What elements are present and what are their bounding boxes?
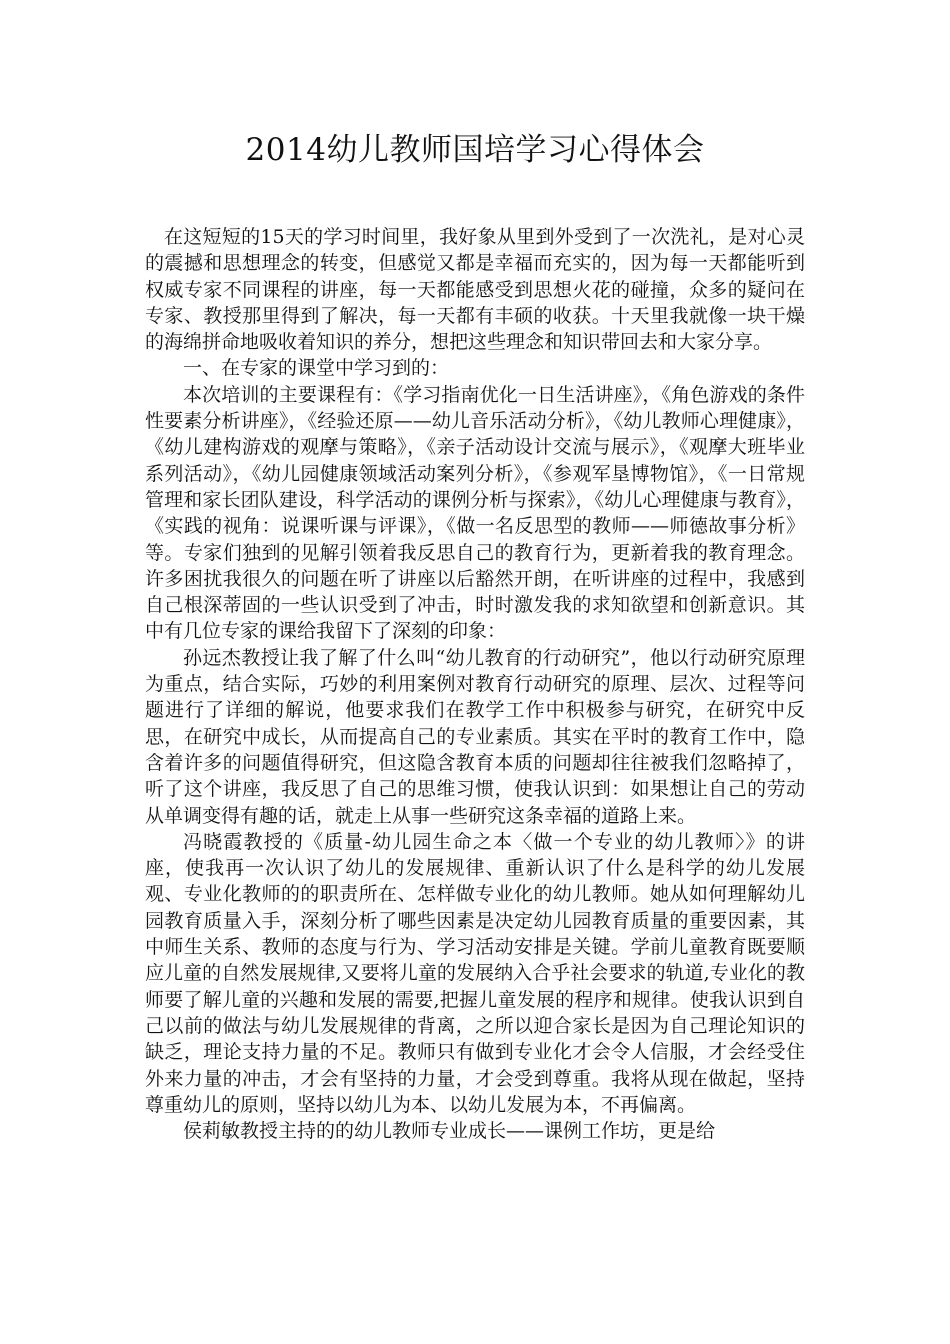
paragraph-hou-limin: 侯莉敏教授主持的的幼儿教师专业成长——课例工作坊，更是给 xyxy=(183,1120,716,1143)
document-body xyxy=(145,224,805,1144)
document-title: 2014幼儿教师国培学习心得体会 xyxy=(245,132,705,168)
paragraph-courses: 本次培训的主要课程有：《学习指南优化一日生活讲座》，《角色游戏的条件性要素分析讲座》，《经验还原——幼儿音乐活动分析》，《幼儿教师心理健康》，《幼儿建构游戏的观摩与策略》，《亲子活动设计交流与展示》，《观摩大班毕业系列活动》，《幼儿园健康领域活动案列分析》，《参观军垦博物馆》，《一日常规管理和家长团队建设，科学活动的课例分析与探索》，《幼儿心理健康与教育》，《实践的视角：说课听课与评课》，《做一名反思型的教师——师德故事分析》等。专家们独到的见解引领着我反思自己的教育行为，更新着我的教育理念。许多困扰我很久的问题在听了讲座以后豁然开朗，在听讲座的过程中，我感到自己根深蒂固的一些认识受到了冲击，时时激发我的求知欲望和创新意识。其中有几位专家的课给我留下了深刻的印象： xyxy=(145,383,805,643)
paragraph-feng-xiaoxia: 冯晓霞教授的《质量-幼儿园生命之本〈做一个专业的幼儿教师〉》的讲座，使我再一次认识了幼儿的发展规律、重新认识了什么是科学的幼儿发展观、专业化教师的的职责所在、怎样做专业化的幼儿教师。她从如何理解幼儿园教育质量入手，深刻分析了哪些因素是决定幼儿园教育质量的重要因素，其中师生关系、教师的态度与行为、学习活动安排是关键。学前儿童教育既要顺应儿童的自然发展规律,又要将儿童的发展纳入合乎社会要求的轨道,专业化的教师要了解儿童的兴趣和发展的需要,把握儿童发展的程序和规律。使我认识到自己以前的做法与幼儿发展规律的背离，之所以迎合家长是因为自己理论知识的缺乏，理论支持力量的不足。教师只有做到专业化才会令人信服，才会经受住外来力量的冲击，才会有坚持的力量，才会受到尊重。我将从现在做起，坚持尊重幼儿的原则，坚持以幼儿为本、以幼儿发展为本，不再偏离。 xyxy=(145,830,805,1116)
paragraph-intro: 在这短短的15天的学习时间里，我好象从里到外受到了一次洗礼，是对心灵的震撼和思想理念的转变，但感觉又都是幸福而充实的，因为每一天都能听到权威专家不同课程的讲座，每一天都能感受到思想火花的碰撞，众多的疑问在专家、教授那里得到了解决，每一天都有丰硕的收获。十天里我就像一块干燥的海绵拼命地吸收着知识的养分，想把这些理念和知识带回去和大家分享。 xyxy=(145,226,805,354)
section-heading: 一、在专家的课堂中学习到的： xyxy=(183,357,450,380)
paragraph-sun-yuanjie: 孙远杰教授让我了解了什么叫“幼儿教育的行动研究”，他以行动研究原理为重点，结合实际，巧妙的利用案例对教育行动研究的原理、层次、过程等问题进行了详细的解说，他要求我们在教学工作中积极参与研究，在研究中反思，在研究中成长，从而提高自己的专业素质。其实在平时的教育工作中，隐含着许多的问题值得研究，但这隐含教育本质的问题却往往被我们忽略掉了，听了这个讲座，我反思了自己的思维习惯，使我认识到：如果想让自己的劳动从单调变得有趣的话，就走上从事一些研究这条幸福的道路上来。 xyxy=(145,646,805,827)
